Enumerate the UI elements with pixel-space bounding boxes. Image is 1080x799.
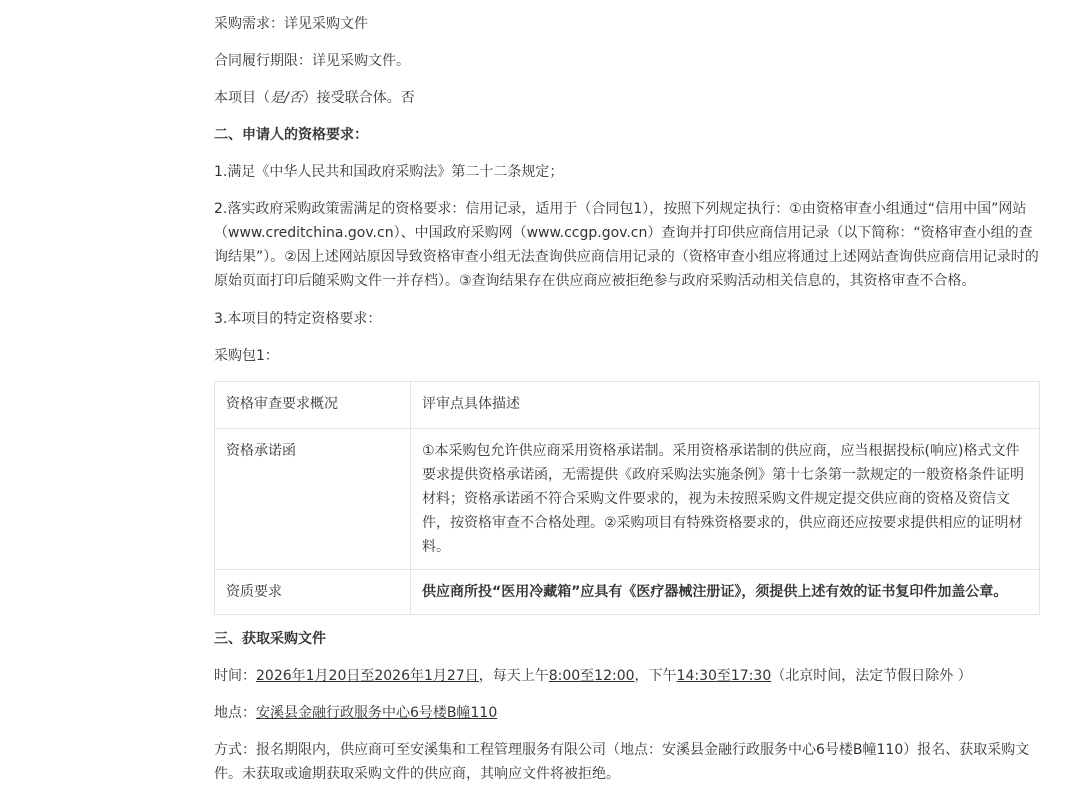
requirement-item-1: 1.满足《中华人民共和国政府采购法》第二十二条规定；	[214, 164, 564, 180]
procurement-demand: 采购需求：详见采购文件	[214, 16, 368, 32]
time-am-end: 12:00	[594, 668, 635, 684]
time-end: 2026年1月27日	[374, 668, 479, 684]
section2-heading: 二、申请人的资格要求：	[214, 127, 368, 143]
time-pm-end: 17:30	[730, 668, 772, 684]
time-to: 至	[580, 668, 595, 684]
time-label: 时间：	[214, 668, 256, 684]
time-mid: ，每天上午	[478, 668, 549, 684]
table-row	[215, 429, 1040, 570]
consortium-italic: 是/否	[270, 90, 303, 106]
table-cell: 供应商所投“医用冷藏箱”应具有《医疗器械注册证》，须提供上述有效的证书复印件加盖公章。	[411, 570, 1040, 615]
consortium-line	[214, 86, 1040, 110]
qualification-table	[214, 381, 1040, 615]
table-header-row	[215, 382, 1040, 429]
table-row	[215, 570, 1040, 615]
table-cell: 资质要求	[215, 570, 411, 615]
time-am-start: 8:00	[548, 668, 581, 684]
requirement-item-3: 3.本项目的特定资格要求：	[214, 311, 382, 327]
consortium-prefix: 本项目（	[214, 90, 270, 106]
location-line	[214, 701, 1040, 725]
location-value: 安溪县金融行政服务中心6号楼B幢110	[256, 705, 498, 721]
table-header-cell: 评审点具体描述	[411, 382, 1040, 429]
time-to: 至	[716, 668, 731, 684]
time-line	[214, 664, 1040, 688]
section3-heading: 三、获取采购文件	[214, 631, 326, 647]
time-mid: ，下午	[634, 668, 677, 684]
method-line: 方式：报名期限内，供应商可至安溪集和工程管理服务有限公司（地点：安溪县金融行政服务中心6号楼B幢110）报名、获取采购文件。未获取或逾期获取采购文件的供应商，其响应文件将被拒绝。	[214, 742, 1030, 782]
time-to: 至	[360, 668, 375, 684]
package-label: 采购包1：	[214, 348, 279, 364]
time-tail: （北京时间，法定节假日除外 ）	[771, 668, 972, 684]
table-header-cell: 资格审查要求概况	[215, 382, 411, 429]
table-cell: ①本采购包允许供应商采用资格承诺制。采用资格承诺制的供应商，应当根据投标(响应)格式文件要求提供资格承诺函，无需提供《政府采购法实施条例》第十七条第一款规定的一般资格条件证明材料；资格承诺函不符合采购文件要求的，视为未按照采购文件规定提交供应商的资格及资信文件，按资格审查不合格处理。②采购项目有特殊资格要求的，供应商还应按要求提供相应的证明材料。	[411, 429, 1040, 570]
location-label: 地点：	[214, 705, 256, 721]
document-body	[214, 12, 1040, 799]
table-cell: 资格承诺函	[215, 429, 411, 570]
time-start: 2026年1月20日	[256, 668, 361, 684]
contract-period: 合同履行期限：详见采购文件。	[214, 53, 410, 69]
consortium-suffix: ）接受联合体。否	[302, 90, 415, 106]
time-pm-start: 14:30	[676, 668, 717, 684]
requirement-item-2: 2.落实政府采购政策需满足的资格要求：信用记录，适用于（合同包1），按照下列规定执行：①由资格审查小组通过“信用中国”网站（www.creditchina.gov.cn）、中国政府采购网（www.ccgp.gov.cn）查询并打印供应商信用记录（以下简称：“资格审查小组的查询结果”）。②因上述网站原因导致资格审查小组无法查询供应商信用记录的（资格审查小组应将通过上述网站查询供应商信用记录时的原始页面打印后随采购文件一并存档）。③查询结果存在供应商应被拒绝参与政府采购活动相关信息的，其资格审查不合格。	[214, 201, 1039, 289]
